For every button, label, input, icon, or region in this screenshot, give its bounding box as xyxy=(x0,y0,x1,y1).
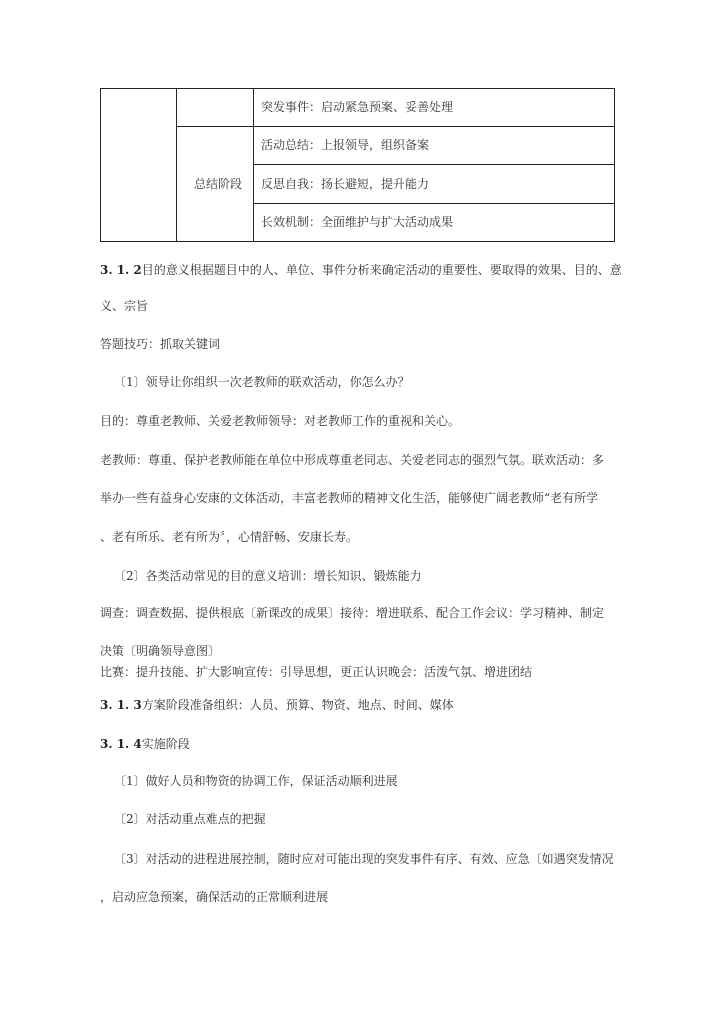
paragraph-line: 比赛：提升技能、扩大影响宣传：引导思想，更正认识晚会：活泼气氛、增进团结 xyxy=(100,665,533,679)
section-number: 3. 1. 3 xyxy=(100,698,142,712)
table-cell: 长效机制：全面维护与扩大活动成果 xyxy=(261,215,454,229)
table-cell: 反思自我：扬长避短，提升能力 xyxy=(261,177,430,191)
paragraph-line: 调查：调查数据、提供根底〔新课改的成果〕接待：增进联系、配合工作会议：学习精神、制定 xyxy=(100,606,605,620)
paragraph-line: 决策〔明确领导意图〕 xyxy=(100,644,221,658)
list-item: 〔3〕对活动的进程进展控制，随时应对可能出现的突发事件有序、有效、应急〔如遇突发情况 xyxy=(114,852,614,866)
section-number: 3. 1. 2 xyxy=(100,263,142,277)
paragraph-line: 、老有所乐、老有所为〞，心情舒畅、安康长寿。 xyxy=(100,530,359,544)
table-cell: 活动总结：上报领导，组织备案 xyxy=(261,138,430,152)
section-3-1-2 xyxy=(100,262,622,278)
section-text: 目的意义根据题目中的人、单位、事件分析来确定活动的重要性、要取得的效果、目的、意 xyxy=(141,263,622,277)
section-text: 方案阶段准备组织：人员、预算、物资、地点、时间、媒体 xyxy=(141,698,454,712)
paragraph-line: 义、宗旨 xyxy=(100,299,149,313)
section-number: 3. 1. 4 xyxy=(100,737,142,751)
table-row-divider xyxy=(253,164,614,165)
list-item: 〔1〕做好人员和物资的协调工作，保证活动顺利进展 xyxy=(114,774,398,788)
table-col-divider-1 xyxy=(176,89,177,241)
table-col-divider-2 xyxy=(253,89,254,241)
paragraph-line: 举办一些有益身心安康的文体活动，丰富老教师的精神文化生活，能够使广阔老教师“老有所学 xyxy=(100,491,599,505)
section-3-1-3 xyxy=(100,697,454,713)
section-3-1-4 xyxy=(100,736,190,752)
summary-stage-table xyxy=(100,88,615,242)
question-1: 〔1〕领导让你组织一次老教师的联欢活动，你怎么办？ xyxy=(114,375,410,389)
paragraph-line: 老教师：尊重、保护老教师能在单位中形成尊重老同志、关爱老同志的强烈气氛。联欢活动：多 xyxy=(100,453,605,467)
table-row-divider xyxy=(253,203,614,204)
answer-tip: 答题技巧：抓取关键词 xyxy=(100,337,221,351)
table-row-divider xyxy=(176,126,614,127)
section-text: 实施阶段 xyxy=(141,737,190,751)
paragraph-line: ，启动应急预案，确保活动的正常顺利进展 xyxy=(100,890,329,904)
question-2: 〔2〕各类活动常见的目的意义培训：增长知识、锻炼能力 xyxy=(114,569,422,583)
purpose-line: 目的：尊重老教师、关爱老教师领导：对老教师工作的重视和关心。 xyxy=(100,414,461,428)
list-item: 〔2〕对活动重点难点的把握 xyxy=(114,812,266,826)
stage-label: 总结阶段 xyxy=(193,177,242,191)
table-cell: 突发事件：启动紧急预案、妥善处理 xyxy=(261,100,454,114)
